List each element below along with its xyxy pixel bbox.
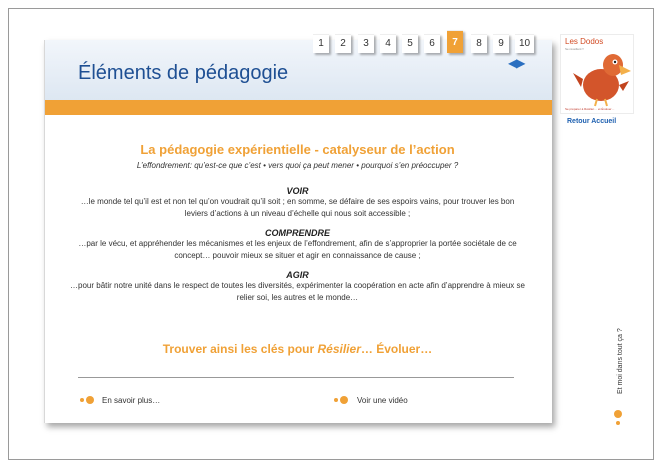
- side-question-link[interactable]: Et moi dans tout ça ?: [617, 328, 624, 394]
- section-text-agir: …pour bâtir notre unité dans le respect de toutes les diversités, expérimenter la coopération en acte afin d’apprendre à mieux se relier soi, les autres et le monde…: [70, 281, 525, 302]
- section-text-comprendre: …par le vécu, et appréhender les mécanismes et les enjeux de l’effondrement, afin de s’approprier la portée sociétale de ce concept… pouvoir mieux se situer et agir en connaissance de cause ;: [78, 239, 517, 260]
- section-text-voir: …le monde tel qu’il est et non tel qu’on voudrait qu’il soit ; en somme, se défaire de ses espoirs vains, pour trouver les bon leviers d’actions à un niveau d’échelle qui nous soit accessible ;: [80, 197, 515, 218]
- cta-prefix: Trouver ainsi les clés pour: [162, 342, 318, 356]
- call-to-action: [44, 342, 551, 356]
- page-5-button[interactable]: 5: [402, 34, 418, 53]
- section-heading-comprendre: COMPRENDRE: [264, 228, 330, 238]
- side-dot-icon: [614, 410, 622, 418]
- page-arrows: [508, 56, 524, 70]
- cta-word: Résilier: [317, 342, 361, 356]
- page-9-button[interactable]: 9: [493, 34, 509, 53]
- accent-bar: [45, 100, 552, 115]
- cta-suffix: … Évoluer…: [360, 342, 433, 356]
- section-heading-voir: VOIR: [286, 186, 309, 196]
- page-10-button[interactable]: 10: [515, 34, 534, 53]
- page-6-button[interactable]: 6: [424, 34, 440, 53]
- arrow-right-icon[interactable]: ▶: [516, 56, 525, 70]
- logo-name: Les Dodos: [565, 37, 604, 46]
- page-4-button[interactable]: 4: [380, 34, 396, 53]
- arrow-left-icon[interactable]: ◀: [508, 56, 517, 70]
- page-7-button-active[interactable]: 7: [447, 30, 463, 53]
- home-link[interactable]: Retour Accueil: [567, 118, 617, 125]
- content-subtitle: L’effondrement: qu’est-ce que c’est • vers quoi ça peut mener • pourquoi s’en préoccuper ?: [136, 161, 459, 170]
- section-heading-agir: AGIR: [286, 270, 309, 280]
- logo[interactable]: [560, 34, 634, 114]
- dodo-icon: [561, 35, 633, 113]
- page-2-button[interactable]: 2: [335, 34, 351, 53]
- side-dot-small-icon: [616, 421, 620, 425]
- page-1-button[interactable]: 1: [313, 34, 329, 53]
- logo-tagline: Se préparer à Résilier… et Évoluer…: [565, 107, 615, 111]
- content-title: La pédagogie expérientielle - catalyseur de l’action: [140, 142, 455, 157]
- page-3-button[interactable]: 3: [358, 34, 374, 53]
- separator: [78, 377, 514, 378]
- page-8-button[interactable]: 8: [471, 34, 487, 53]
- watch-video-link[interactable]: Voir une vidéo: [357, 396, 408, 405]
- learn-more-link[interactable]: En savoir plus…: [102, 396, 161, 405]
- page-title: Éléments de pédagogie: [78, 62, 289, 84]
- main-content: [44, 142, 551, 304]
- bullet-dots-icon: [334, 396, 350, 404]
- bullet-dots-icon: [80, 396, 96, 404]
- logo-subtitle: Se réveillent !!: [565, 47, 585, 51]
